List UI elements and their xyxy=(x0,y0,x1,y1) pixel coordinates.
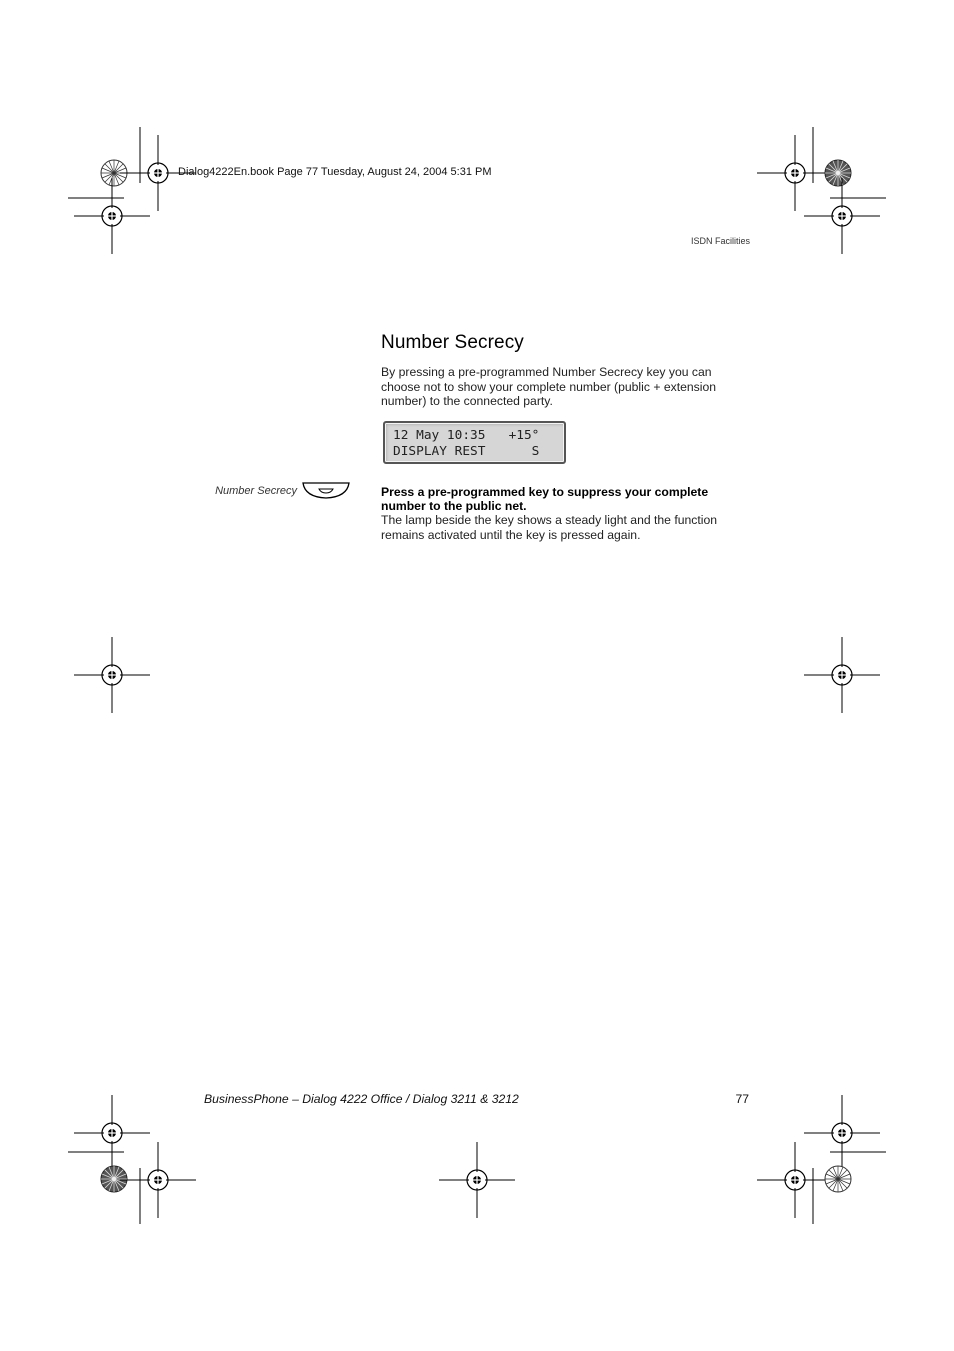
intro-paragraph: By pressing a pre-programmed Number Secrecy key you can choose not to show your complete number (public + extension number) to the connected party. xyxy=(381,365,717,409)
instruction-heading: Press a pre-programmed key to suppress your complete number to the public net. xyxy=(381,485,709,514)
footer-title: BusinessPhone – Dialog 4222 Office / Dialog 3211 & 3212 xyxy=(204,1092,519,1106)
print-header: Dialog4222En.book Page 77 Tuesday, August 24, 2004 5:31 PM xyxy=(178,166,492,178)
phone-display xyxy=(383,421,566,464)
key-label: Number Secrecy xyxy=(215,485,297,497)
page-number: 77 xyxy=(735,1092,749,1106)
section-label: ISDN Facilities xyxy=(690,236,750,246)
instruction-text: The lamp beside the key shows a steady light and the function remains activated until the key is pressed again. xyxy=(381,513,718,542)
display-line-2: DISPLAY REST S xyxy=(393,444,540,459)
function-key-icon xyxy=(302,481,350,501)
display-line-1: 12 May 10:35 +15° xyxy=(393,428,540,443)
page-title: Number Secrecy xyxy=(381,332,524,353)
